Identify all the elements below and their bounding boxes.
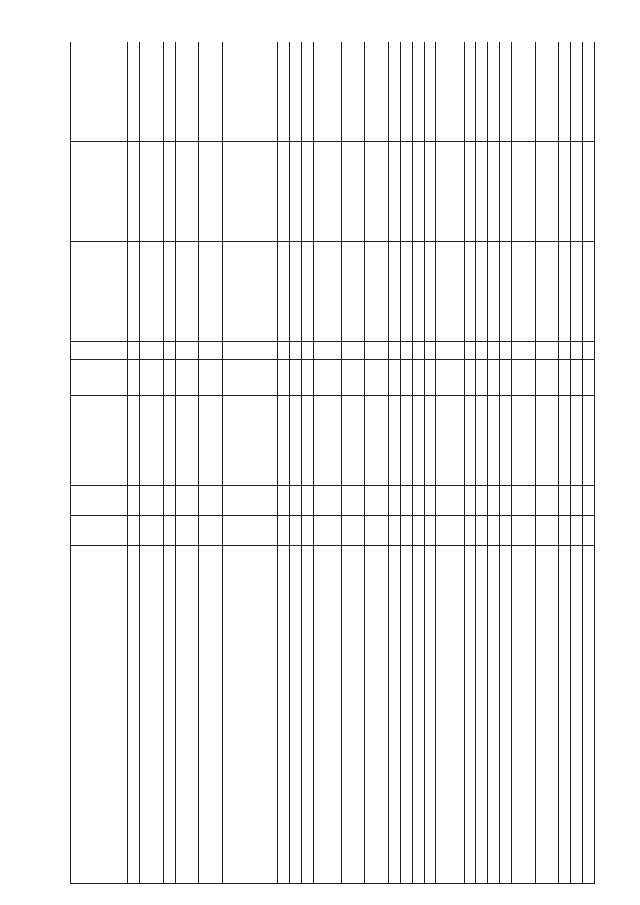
- cell-target-article: [313, 396, 341, 486]
- cell-amount-1: [424, 242, 436, 342]
- cell-amount-3: [559, 42, 571, 142]
- cell-amount-2: [223, 142, 278, 242]
- cell-section: [464, 516, 476, 546]
- cell-marker: [140, 342, 164, 360]
- cell-target-article: [436, 396, 464, 486]
- cell-marker: [464, 342, 476, 360]
- cell-amount-3: [535, 42, 559, 142]
- cell-expense-type: [313, 360, 341, 396]
- cell-amount-2: [175, 142, 199, 242]
- table-row: [289, 42, 301, 884]
- cell-amount-3: [583, 42, 595, 142]
- cell-amount-2: [140, 142, 164, 242]
- cell-section: [289, 516, 301, 546]
- table-row: [199, 42, 223, 884]
- cell-section: [199, 516, 223, 546]
- cell-amount-2: [571, 142, 583, 242]
- cell-target-article: [278, 396, 290, 486]
- cell-amount-2: [488, 142, 500, 242]
- table-row: [500, 42, 512, 884]
- cell-section: [389, 516, 401, 546]
- cell-target-article: [583, 396, 595, 486]
- cell-description: [223, 546, 278, 884]
- cell-description: [476, 546, 488, 884]
- cell-subsection: [535, 486, 559, 516]
- cell-target-article: [571, 396, 583, 486]
- cell-amount-1: [559, 242, 571, 342]
- cell-marker: [511, 342, 535, 360]
- cell-target-article: [476, 396, 488, 486]
- cell-section: [400, 516, 412, 546]
- table-row: [163, 42, 175, 884]
- cell-description: [140, 546, 164, 884]
- cell-amount-2: [400, 142, 412, 242]
- cell-subsection: [488, 486, 500, 516]
- cell-description: [424, 546, 436, 884]
- cell-amount-2: [535, 142, 559, 242]
- cell-marker: [301, 342, 313, 360]
- cell-expense-type: [175, 360, 199, 396]
- table-row: [71, 42, 128, 884]
- cell-section: [140, 516, 164, 546]
- table-row: [128, 42, 140, 884]
- table-body: [71, 42, 595, 884]
- cell-amount-1: [500, 242, 512, 342]
- cell-section: [175, 516, 199, 546]
- cell-amount-3: [412, 42, 424, 142]
- cell-marker: [500, 342, 512, 360]
- cell-marker: [128, 342, 140, 360]
- cell-amount-2: [424, 142, 436, 242]
- cell-expense-type: [535, 360, 559, 396]
- cell-amount-2: [278, 142, 290, 242]
- cell-subsection: [140, 486, 164, 516]
- cell-amount-2: [559, 142, 571, 242]
- cell-amount-3: [500, 42, 512, 142]
- cell-amount-1: [289, 242, 301, 342]
- cell-amount-1: [464, 242, 476, 342]
- cell-expense-type: [559, 360, 571, 396]
- cell-description: [163, 546, 175, 884]
- table-row: [412, 42, 424, 884]
- cell-subsection: [341, 486, 365, 516]
- cell-section: [436, 516, 464, 546]
- cell-marker: [313, 342, 341, 360]
- table-row: [436, 42, 464, 884]
- cell-subsection: [128, 486, 140, 516]
- cell-description: [71, 546, 128, 884]
- table-row: [389, 42, 401, 884]
- cell-marker: [535, 342, 559, 360]
- cell-expense-type: [128, 360, 140, 396]
- table-row: [424, 42, 436, 884]
- cell-target-article: [511, 396, 535, 486]
- cell-target-article: [163, 396, 175, 486]
- cell-amount-2: [289, 142, 301, 242]
- cell-expense-type: [571, 360, 583, 396]
- cell-marker: [278, 342, 290, 360]
- cell-subsection: [289, 486, 301, 516]
- cell-amount-2: [313, 142, 341, 242]
- cell-amount-3: [163, 42, 175, 142]
- cell-target-article: [559, 396, 571, 486]
- cell-subsection: [313, 486, 341, 516]
- cell-amount-3: [389, 42, 401, 142]
- cell-amount-3: [128, 42, 140, 142]
- cell-amount-1: [535, 242, 559, 342]
- cell-expense-type: [424, 360, 436, 396]
- cell-target-article: [223, 396, 278, 486]
- cell-amount-1: [278, 242, 290, 342]
- cell-marker: [365, 342, 389, 360]
- cell-description: [583, 546, 595, 884]
- cell-expense-type: [412, 360, 424, 396]
- cell-marker: [163, 342, 175, 360]
- cell-amount-3: [511, 42, 535, 142]
- cell-description: [511, 546, 535, 884]
- cell-section: [278, 516, 290, 546]
- cell-marker: [583, 342, 595, 360]
- table-row: [488, 42, 500, 884]
- cell-description: [571, 546, 583, 884]
- cell-section: [163, 516, 175, 546]
- cell-description: [365, 546, 389, 884]
- cell-subsection: [163, 486, 175, 516]
- cell-amount-2: [301, 142, 313, 242]
- cell-target-article: [301, 396, 313, 486]
- cell-target-article: [341, 396, 365, 486]
- cell-section: [535, 516, 559, 546]
- cell-amount-3: [278, 42, 290, 142]
- cell-amount-1: [400, 242, 412, 342]
- cell-subsection: [365, 486, 389, 516]
- cell-marker: [175, 342, 199, 360]
- cell-marker: [71, 342, 128, 360]
- cell-subsection: [199, 486, 223, 516]
- cell-target-article: [175, 396, 199, 486]
- cell-section: [571, 516, 583, 546]
- cell-description: [128, 546, 140, 884]
- cell-target-article: [412, 396, 424, 486]
- cell-amount-1: [163, 242, 175, 342]
- cell-expense-type: [400, 360, 412, 396]
- cell-subsection: [583, 486, 595, 516]
- cell-amount-1: [436, 242, 464, 342]
- cell-amount-3: [571, 42, 583, 142]
- cell-amount-1: [128, 242, 140, 342]
- cell-description: [341, 546, 365, 884]
- cell-amount-1: [365, 242, 389, 342]
- cell-amount-2: [500, 142, 512, 242]
- cell-description: [278, 546, 290, 884]
- cell-description: [389, 546, 401, 884]
- cell-subsection: [424, 486, 436, 516]
- cell-section: [511, 516, 535, 546]
- cell-amount-1: [175, 242, 199, 342]
- cell-subsection: [436, 486, 464, 516]
- cell-subsection: [559, 486, 571, 516]
- cell-subsection: [412, 486, 424, 516]
- cell-marker: [389, 342, 401, 360]
- cell-description: [464, 546, 476, 884]
- cell-target-article: [128, 396, 140, 486]
- cell-amount-3: [400, 42, 412, 142]
- cell-amount-3: [341, 42, 365, 142]
- cell-marker: [571, 342, 583, 360]
- cell-amount-3: [476, 42, 488, 142]
- cell-section: [500, 516, 512, 546]
- cell-amount-2: [412, 142, 424, 242]
- cell-expense-type: [163, 360, 175, 396]
- cell-amount-1: [511, 242, 535, 342]
- cell-target-article: [199, 396, 223, 486]
- cell-section: [341, 516, 365, 546]
- cell-marker: [289, 342, 301, 360]
- cell-amount-3: [365, 42, 389, 142]
- cell-amount-3: [140, 42, 164, 142]
- table-row: [175, 42, 199, 884]
- cell-subsection: [464, 486, 476, 516]
- cell-amount-2: [583, 142, 595, 242]
- cell-subsection: [500, 486, 512, 516]
- cell-subsection: [71, 486, 128, 516]
- cell-subsection: [175, 486, 199, 516]
- cell-description: [500, 546, 512, 884]
- cell-expense-type: [278, 360, 290, 396]
- cell-expense-type: [199, 360, 223, 396]
- cell-expense-type: [583, 360, 595, 396]
- cell-expense-type: [476, 360, 488, 396]
- table-row: [365, 42, 389, 884]
- cell-marker: [476, 342, 488, 360]
- table-row: [511, 42, 535, 884]
- cell-section: [301, 516, 313, 546]
- cell-subsection: [223, 486, 278, 516]
- cell-target-article: [389, 396, 401, 486]
- table-row: [583, 42, 595, 884]
- cell-subsection: [389, 486, 401, 516]
- cell-amount-1: [389, 242, 401, 342]
- cell-amount-2: [128, 142, 140, 242]
- cell-expense-type: [223, 360, 278, 396]
- cell-amount-2: [71, 142, 128, 242]
- cell-subsection: [301, 486, 313, 516]
- cell-amount-3: [289, 42, 301, 142]
- table-row: [301, 42, 313, 884]
- cell-expense-type: [436, 360, 464, 396]
- cell-description: [412, 546, 424, 884]
- cell-section: [365, 516, 389, 546]
- cell-expense-type: [140, 360, 164, 396]
- cell-amount-3: [488, 42, 500, 142]
- cell-amount-1: [341, 242, 365, 342]
- table-row: [278, 42, 290, 884]
- cell-subsection: [571, 486, 583, 516]
- cell-expense-type: [389, 360, 401, 396]
- budget-table-frame: [70, 42, 595, 884]
- table-row: [341, 42, 365, 884]
- cell-section: [583, 516, 595, 546]
- cell-amount-1: [476, 242, 488, 342]
- cell-amount-2: [199, 142, 223, 242]
- cell-amount-2: [436, 142, 464, 242]
- cell-expense-type: [71, 360, 128, 396]
- cell-expense-type: [301, 360, 313, 396]
- cell-amount-3: [175, 42, 199, 142]
- cell-expense-type: [500, 360, 512, 396]
- cell-amount-1: [488, 242, 500, 342]
- table-row: [535, 42, 559, 884]
- cell-amount-1: [71, 242, 128, 342]
- cell-target-article: [71, 396, 128, 486]
- cell-marker: [436, 342, 464, 360]
- cell-expense-type: [488, 360, 500, 396]
- table-row: [313, 42, 341, 884]
- cell-marker: [412, 342, 424, 360]
- cell-amount-3: [313, 42, 341, 142]
- cell-subsection: [511, 486, 535, 516]
- cell-amount-2: [365, 142, 389, 242]
- cell-amount-1: [313, 242, 341, 342]
- cell-target-article: [500, 396, 512, 486]
- cell-amount-3: [301, 42, 313, 142]
- cell-expense-type: [464, 360, 476, 396]
- cell-target-article: [140, 396, 164, 486]
- table-row: [223, 42, 278, 884]
- cell-marker: [400, 342, 412, 360]
- cell-description: [535, 546, 559, 884]
- cell-amount-3: [71, 42, 128, 142]
- table-row: [571, 42, 583, 884]
- table-row: [140, 42, 164, 884]
- cell-expense-type: [511, 360, 535, 396]
- cell-description: [400, 546, 412, 884]
- cell-target-article: [400, 396, 412, 486]
- cell-description: [175, 546, 199, 884]
- cell-amount-1: [583, 242, 595, 342]
- cell-section: [488, 516, 500, 546]
- cell-section: [223, 516, 278, 546]
- cell-subsection: [278, 486, 290, 516]
- cell-target-article: [365, 396, 389, 486]
- cell-target-article: [488, 396, 500, 486]
- cell-marker: [199, 342, 223, 360]
- cell-marker: [341, 342, 365, 360]
- cell-amount-1: [199, 242, 223, 342]
- cell-target-article: [464, 396, 476, 486]
- cell-description: [313, 546, 341, 884]
- cell-description: [488, 546, 500, 884]
- cell-amount-1: [571, 242, 583, 342]
- cell-amount-2: [464, 142, 476, 242]
- cell-expense-type: [289, 360, 301, 396]
- table-row: [464, 42, 476, 884]
- cell-section: [424, 516, 436, 546]
- table-row: [559, 42, 571, 884]
- cell-description: [301, 546, 313, 884]
- cell-marker: [488, 342, 500, 360]
- cell-expense-type: [365, 360, 389, 396]
- cell-section: [71, 516, 128, 546]
- cell-amount-3: [199, 42, 223, 142]
- cell-amount-2: [163, 142, 175, 242]
- cell-description: [289, 546, 301, 884]
- cell-amount-1: [412, 242, 424, 342]
- cell-target-article: [289, 396, 301, 486]
- cell-description: [436, 546, 464, 884]
- cell-amount-3: [223, 42, 278, 142]
- cell-section: [412, 516, 424, 546]
- cell-target-article: [535, 396, 559, 486]
- cell-subsection: [400, 486, 412, 516]
- cell-amount-1: [223, 242, 278, 342]
- cell-amount-2: [389, 142, 401, 242]
- cell-subsection: [476, 486, 488, 516]
- cell-description: [199, 546, 223, 884]
- cell-marker: [424, 342, 436, 360]
- cell-section: [559, 516, 571, 546]
- table-row: [476, 42, 488, 884]
- cell-amount-2: [476, 142, 488, 242]
- cell-amount-2: [511, 142, 535, 242]
- cell-section: [313, 516, 341, 546]
- table-row: [400, 42, 412, 884]
- cell-amount-1: [301, 242, 313, 342]
- cell-target-article: [424, 396, 436, 486]
- cell-marker: [223, 342, 278, 360]
- cell-marker: [559, 342, 571, 360]
- cell-amount-3: [464, 42, 476, 142]
- cell-amount-3: [424, 42, 436, 142]
- cell-section: [128, 516, 140, 546]
- cell-amount-3: [436, 42, 464, 142]
- budget-table: [70, 42, 595, 884]
- cell-section: [476, 516, 488, 546]
- cell-amount-1: [140, 242, 164, 342]
- cell-expense-type: [341, 360, 365, 396]
- cell-description: [559, 546, 571, 884]
- cell-amount-2: [341, 142, 365, 242]
